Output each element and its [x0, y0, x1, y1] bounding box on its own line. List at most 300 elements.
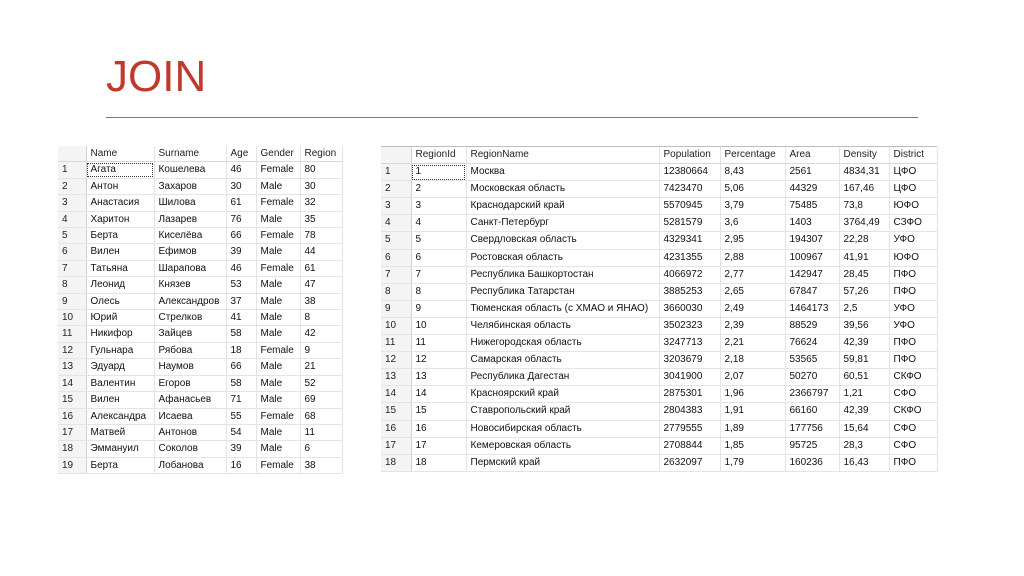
cell-id[interactable]: 5: [411, 232, 466, 249]
cell-name[interactable]: Санкт-Петербург: [466, 215, 659, 232]
row-number-header[interactable]: [381, 147, 411, 164]
cell-name[interactable]: Никифор: [86, 326, 154, 342]
cell-density[interactable]: 3764,49: [839, 215, 889, 232]
cell-gender[interactable]: Male: [256, 178, 300, 194]
row-number[interactable]: 6: [58, 244, 86, 260]
cell-density[interactable]: 42,39: [839, 335, 889, 352]
cell-area[interactable]: 53565: [785, 352, 839, 369]
row-number[interactable]: 5: [58, 228, 86, 244]
row-number[interactable]: 14: [58, 375, 86, 391]
table-row[interactable]: [58, 375, 342, 391]
cell-surname[interactable]: Киселёва: [154, 228, 226, 244]
cell-population[interactable]: 3203679: [659, 352, 720, 369]
cell-name[interactable]: Челябинская область: [466, 317, 659, 334]
cell-density[interactable]: 42,39: [839, 403, 889, 420]
table-row[interactable]: [381, 317, 937, 334]
cell-percentage[interactable]: 1,89: [720, 420, 785, 437]
cell-surname[interactable]: Александров: [154, 293, 226, 309]
cell-gender[interactable]: Female: [256, 408, 300, 424]
column-header-region[interactable]: Region: [300, 146, 342, 162]
cell-population[interactable]: 2804383: [659, 403, 720, 420]
table-row[interactable]: [58, 260, 342, 276]
cell-gender[interactable]: Male: [256, 359, 300, 375]
table-row[interactable]: [58, 408, 342, 424]
cell-gender[interactable]: Male: [256, 424, 300, 440]
cell-district[interactable]: СФО: [889, 386, 937, 403]
cell-surname[interactable]: Лазарев: [154, 211, 226, 227]
cell-gender[interactable]: Female: [256, 457, 300, 473]
cell-region[interactable]: 61: [300, 260, 342, 276]
row-number[interactable]: 6: [381, 249, 411, 266]
cell-percentage[interactable]: 2,49: [720, 300, 785, 317]
table-row[interactable]: [58, 424, 342, 440]
table-row[interactable]: [58, 326, 342, 342]
cell-area[interactable]: 100967: [785, 249, 839, 266]
cell-id[interactable]: 4: [411, 215, 466, 232]
table-row[interactable]: [381, 403, 937, 420]
cell-age[interactable]: 16: [226, 457, 256, 473]
table-row[interactable]: [58, 277, 342, 293]
cell-age[interactable]: 58: [226, 375, 256, 391]
cell-surname[interactable]: Кошелева: [154, 162, 226, 178]
cell-population[interactable]: 2632097: [659, 454, 720, 471]
table-row[interactable]: [381, 215, 937, 232]
table-row[interactable]: [381, 198, 937, 215]
row-number[interactable]: 1: [381, 164, 411, 181]
column-header-density[interactable]: Density: [839, 147, 889, 164]
cell-name[interactable]: Самарская область: [466, 352, 659, 369]
row-number[interactable]: 10: [58, 310, 86, 326]
cell-id[interactable]: 14: [411, 386, 466, 403]
cell-region[interactable]: 69: [300, 392, 342, 408]
regions-results-grid[interactable]: [381, 147, 938, 472]
cell-name[interactable]: Республика Дагестан: [466, 369, 659, 386]
cell-age[interactable]: 61: [226, 195, 256, 211]
cell-area[interactable]: 1464173: [785, 300, 839, 317]
cell-percentage[interactable]: 3,79: [720, 198, 785, 215]
cell-id[interactable]: 15: [411, 403, 466, 420]
cell-name[interactable]: Республика Татарстан: [466, 283, 659, 300]
cell-name[interactable]: Матвей: [86, 424, 154, 440]
cell-age[interactable]: 37: [226, 293, 256, 309]
cell-district[interactable]: ПФО: [889, 454, 937, 471]
cell-region[interactable]: 8: [300, 310, 342, 326]
cell-name[interactable]: Ставропольский край: [466, 403, 659, 420]
cell-gender[interactable]: Male: [256, 441, 300, 457]
cell-density[interactable]: 4834,31: [839, 164, 889, 181]
cell-region[interactable]: 47: [300, 277, 342, 293]
cell-percentage[interactable]: 2,95: [720, 232, 785, 249]
cell-region[interactable]: 32: [300, 195, 342, 211]
cell-population[interactable]: 3247713: [659, 335, 720, 352]
cell-region[interactable]: 35: [300, 211, 342, 227]
table-row[interactable]: [58, 228, 342, 244]
cell-district[interactable]: ЦФО: [889, 164, 937, 181]
table-row[interactable]: [381, 437, 937, 454]
cell-surname[interactable]: Рябова: [154, 342, 226, 358]
row-number[interactable]: 7: [58, 260, 86, 276]
cell-area[interactable]: 1403: [785, 215, 839, 232]
cell-name[interactable]: Олесь: [86, 293, 154, 309]
cell-area[interactable]: 2366797: [785, 386, 839, 403]
cell-name[interactable]: Нижегородская область: [466, 335, 659, 352]
cell-name[interactable]: Тюменская область (с ХМАО и ЯНАО): [466, 300, 659, 317]
row-number[interactable]: 18: [58, 441, 86, 457]
cell-gender[interactable]: Female: [256, 228, 300, 244]
cell-population[interactable]: 2779555: [659, 420, 720, 437]
row-number[interactable]: 9: [58, 293, 86, 309]
cell-id[interactable]: 11: [411, 335, 466, 352]
row-number[interactable]: 8: [58, 277, 86, 293]
row-number[interactable]: 2: [58, 178, 86, 194]
table-row[interactable]: [58, 310, 342, 326]
cell-area[interactable]: 95725: [785, 437, 839, 454]
cell-population[interactable]: 4066972: [659, 266, 720, 283]
cell-percentage[interactable]: 1,91: [720, 403, 785, 420]
row-number[interactable]: 2: [381, 181, 411, 198]
cell-name[interactable]: Кемеровская область: [466, 437, 659, 454]
table-row[interactable]: [381, 181, 937, 198]
cell-region[interactable]: 42: [300, 326, 342, 342]
cell-density[interactable]: 22,28: [839, 232, 889, 249]
cell-gender[interactable]: Male: [256, 326, 300, 342]
cell-area[interactable]: 67847: [785, 283, 839, 300]
cell-area[interactable]: 88529: [785, 317, 839, 334]
column-header-area[interactable]: Area: [785, 147, 839, 164]
column-header-regionname[interactable]: RegionName: [466, 147, 659, 164]
row-number[interactable]: 8: [381, 283, 411, 300]
cell-surname[interactable]: Князев: [154, 277, 226, 293]
cell-id[interactable]: 1: [411, 164, 466, 181]
cell-surname[interactable]: Егоров: [154, 375, 226, 391]
cell-region[interactable]: 11: [300, 424, 342, 440]
cell-age[interactable]: 30: [226, 178, 256, 194]
cell-area[interactable]: 76624: [785, 335, 839, 352]
cell-gender[interactable]: Male: [256, 310, 300, 326]
cell-population[interactable]: 12380664: [659, 164, 720, 181]
cell-district[interactable]: УФО: [889, 232, 937, 249]
cell-name[interactable]: Берта: [86, 228, 154, 244]
table-row[interactable]: [381, 266, 937, 283]
cell-density[interactable]: 167,46: [839, 181, 889, 198]
cell-name[interactable]: Свердловская область: [466, 232, 659, 249]
table-row[interactable]: [58, 342, 342, 358]
cell-density[interactable]: 59,81: [839, 352, 889, 369]
table-row[interactable]: [381, 352, 937, 369]
table-row[interactable]: [58, 244, 342, 260]
cell-percentage[interactable]: 3,6: [720, 215, 785, 232]
cell-name[interactable]: Краснодарский край: [466, 198, 659, 215]
cell-age[interactable]: 71: [226, 392, 256, 408]
cell-district[interactable]: УФО: [889, 317, 937, 334]
cell-area[interactable]: 50270: [785, 369, 839, 386]
cell-name[interactable]: Новосибирская область: [466, 420, 659, 437]
row-number[interactable]: 9: [381, 300, 411, 317]
table-row[interactable]: [381, 369, 937, 386]
table-row[interactable]: [381, 454, 937, 471]
cell-surname[interactable]: Лобанова: [154, 457, 226, 473]
row-number[interactable]: 15: [58, 392, 86, 408]
cell-gender[interactable]: Male: [256, 375, 300, 391]
cell-age[interactable]: 53: [226, 277, 256, 293]
cell-population[interactable]: 3660030: [659, 300, 720, 317]
cell-percentage[interactable]: 2,07: [720, 369, 785, 386]
column-header-district[interactable]: District: [889, 147, 937, 164]
cell-surname[interactable]: Шарапова: [154, 260, 226, 276]
row-number[interactable]: 10: [381, 317, 411, 334]
cell-name[interactable]: Московская область: [466, 181, 659, 198]
cell-name[interactable]: Татьяна: [86, 260, 154, 276]
cell-gender[interactable]: Female: [256, 162, 300, 178]
column-header-percentage[interactable]: Percentage: [720, 147, 785, 164]
cell-population[interactable]: 2875301: [659, 386, 720, 403]
cell-population[interactable]: 7423470: [659, 181, 720, 198]
row-number[interactable]: 16: [58, 408, 86, 424]
cell-percentage[interactable]: 2,21: [720, 335, 785, 352]
cell-age[interactable]: 46: [226, 260, 256, 276]
cell-id[interactable]: 3: [411, 198, 466, 215]
cell-age[interactable]: 41: [226, 310, 256, 326]
cell-density[interactable]: 28,3: [839, 437, 889, 454]
cell-id[interactable]: 9: [411, 300, 466, 317]
table-row[interactable]: [58, 441, 342, 457]
cell-name[interactable]: Гульнара: [86, 342, 154, 358]
table-row[interactable]: [58, 178, 342, 194]
cell-gender[interactable]: Male: [256, 244, 300, 260]
cell-gender[interactable]: Male: [256, 277, 300, 293]
cell-name[interactable]: Красноярский край: [466, 386, 659, 403]
cell-percentage[interactable]: 2,65: [720, 283, 785, 300]
row-number[interactable]: 7: [381, 266, 411, 283]
cell-area[interactable]: 177756: [785, 420, 839, 437]
cell-gender[interactable]: Female: [256, 195, 300, 211]
cell-population[interactable]: 3502323: [659, 317, 720, 334]
cell-surname[interactable]: Шилова: [154, 195, 226, 211]
cell-name[interactable]: Александра: [86, 408, 154, 424]
cell-age[interactable]: 39: [226, 441, 256, 457]
cell-region[interactable]: 21: [300, 359, 342, 375]
cell-name[interactable]: Юрий: [86, 310, 154, 326]
cell-area[interactable]: 160236: [785, 454, 839, 471]
cell-surname[interactable]: Соколов: [154, 441, 226, 457]
cell-district[interactable]: СФО: [889, 420, 937, 437]
table-row[interactable]: [381, 386, 937, 403]
cell-age[interactable]: 76: [226, 211, 256, 227]
row-number[interactable]: 15: [381, 403, 411, 420]
row-number[interactable]: 13: [58, 359, 86, 375]
cell-density[interactable]: 39,56: [839, 317, 889, 334]
cell-id[interactable]: 13: [411, 369, 466, 386]
cell-percentage[interactable]: 1,79: [720, 454, 785, 471]
row-number[interactable]: 17: [381, 437, 411, 454]
cell-surname[interactable]: Стрелков: [154, 310, 226, 326]
table-row[interactable]: [381, 164, 937, 181]
table-row[interactable]: [58, 457, 342, 473]
row-number[interactable]: 5: [381, 232, 411, 249]
row-number[interactable]: 3: [381, 198, 411, 215]
people-results-grid[interactable]: [58, 146, 343, 474]
cell-population[interactable]: 4329341: [659, 232, 720, 249]
row-number[interactable]: 1: [58, 162, 86, 178]
cell-density[interactable]: 73,8: [839, 198, 889, 215]
cell-district[interactable]: СКФО: [889, 403, 937, 420]
cell-population[interactable]: 3885253: [659, 283, 720, 300]
cell-district[interactable]: ЮФО: [889, 249, 937, 266]
cell-district[interactable]: ПФО: [889, 283, 937, 300]
column-header-regionid[interactable]: RegionId: [411, 147, 466, 164]
cell-region[interactable]: 38: [300, 293, 342, 309]
cell-name[interactable]: Вилен: [86, 244, 154, 260]
cell-percentage[interactable]: 2,77: [720, 266, 785, 283]
cell-gender[interactable]: Male: [256, 392, 300, 408]
table-row[interactable]: [381, 249, 937, 266]
cell-name[interactable]: Агата: [86, 162, 154, 178]
cell-age[interactable]: 46: [226, 162, 256, 178]
cell-surname[interactable]: Зайцев: [154, 326, 226, 342]
cell-region[interactable]: 38: [300, 457, 342, 473]
cell-region[interactable]: 52: [300, 375, 342, 391]
cell-area[interactable]: 142947: [785, 266, 839, 283]
cell-district[interactable]: СФО: [889, 437, 937, 454]
cell-percentage[interactable]: 2,88: [720, 249, 785, 266]
cell-district[interactable]: ЮФО: [889, 198, 937, 215]
cell-density[interactable]: 41,91: [839, 249, 889, 266]
cell-id[interactable]: 10: [411, 317, 466, 334]
cell-surname[interactable]: Афанасьев: [154, 392, 226, 408]
cell-name[interactable]: Москва: [466, 164, 659, 181]
cell-region[interactable]: 44: [300, 244, 342, 260]
cell-age[interactable]: 58: [226, 326, 256, 342]
cell-percentage[interactable]: 2,39: [720, 317, 785, 334]
column-header-population[interactable]: Population: [659, 147, 720, 164]
row-number[interactable]: 16: [381, 420, 411, 437]
table-row[interactable]: [381, 420, 937, 437]
cell-age[interactable]: 39: [226, 244, 256, 260]
cell-area[interactable]: 66160: [785, 403, 839, 420]
cell-region[interactable]: 80: [300, 162, 342, 178]
cell-gender[interactable]: Female: [256, 260, 300, 276]
table-row[interactable]: [58, 359, 342, 375]
cell-area[interactable]: 75485: [785, 198, 839, 215]
row-number[interactable]: 11: [58, 326, 86, 342]
cell-age[interactable]: 66: [226, 228, 256, 244]
cell-density[interactable]: 15,64: [839, 420, 889, 437]
cell-region[interactable]: 68: [300, 408, 342, 424]
row-number[interactable]: 12: [58, 342, 86, 358]
cell-id[interactable]: 7: [411, 266, 466, 283]
table-row[interactable]: [58, 162, 342, 178]
cell-population[interactable]: 2708844: [659, 437, 720, 454]
table-row[interactable]: [381, 335, 937, 352]
cell-area[interactable]: 2561: [785, 164, 839, 181]
cell-id[interactable]: 18: [411, 454, 466, 471]
cell-name[interactable]: Анастасия: [86, 195, 154, 211]
cell-percentage[interactable]: 8,43: [720, 164, 785, 181]
cell-percentage[interactable]: 5,06: [720, 181, 785, 198]
row-number[interactable]: 13: [381, 369, 411, 386]
table-row[interactable]: [381, 300, 937, 317]
cell-density[interactable]: 28,45: [839, 266, 889, 283]
cell-name[interactable]: Эдуард: [86, 359, 154, 375]
cell-name[interactable]: Пермский край: [466, 454, 659, 471]
row-number[interactable]: 19: [58, 457, 86, 473]
cell-surname[interactable]: Наумов: [154, 359, 226, 375]
cell-id[interactable]: 12: [411, 352, 466, 369]
cell-age[interactable]: 66: [226, 359, 256, 375]
row-number[interactable]: 4: [381, 215, 411, 232]
row-number[interactable]: 12: [381, 352, 411, 369]
table-row[interactable]: [58, 293, 342, 309]
cell-region[interactable]: 6: [300, 441, 342, 457]
cell-density[interactable]: 57,26: [839, 283, 889, 300]
cell-name[interactable]: Эммануил: [86, 441, 154, 457]
table-row[interactable]: [58, 211, 342, 227]
cell-age[interactable]: 54: [226, 424, 256, 440]
cell-population[interactable]: 3041900: [659, 369, 720, 386]
cell-gender[interactable]: Female: [256, 342, 300, 358]
cell-id[interactable]: 8: [411, 283, 466, 300]
cell-name[interactable]: Вилен: [86, 392, 154, 408]
row-number[interactable]: 17: [58, 424, 86, 440]
cell-name[interactable]: Харитон: [86, 211, 154, 227]
table-row[interactable]: [58, 392, 342, 408]
cell-density[interactable]: 1,21: [839, 386, 889, 403]
cell-region[interactable]: 78: [300, 228, 342, 244]
row-number[interactable]: 18: [381, 454, 411, 471]
cell-name[interactable]: Берта: [86, 457, 154, 473]
cell-percentage[interactable]: 1,96: [720, 386, 785, 403]
row-number[interactable]: 14: [381, 386, 411, 403]
cell-id[interactable]: 2: [411, 181, 466, 198]
row-number-header[interactable]: [58, 146, 86, 162]
cell-density[interactable]: 16,43: [839, 454, 889, 471]
cell-district[interactable]: СЗФО: [889, 215, 937, 232]
column-header-surname[interactable]: Surname: [154, 146, 226, 162]
cell-surname[interactable]: Исаева: [154, 408, 226, 424]
cell-name[interactable]: Республика Башкортостан: [466, 266, 659, 283]
cell-region[interactable]: 30: [300, 178, 342, 194]
cell-area[interactable]: 44329: [785, 181, 839, 198]
table-row[interactable]: [381, 283, 937, 300]
row-number[interactable]: 11: [381, 335, 411, 352]
column-header-age[interactable]: Age: [226, 146, 256, 162]
cell-population[interactable]: 5570945: [659, 198, 720, 215]
cell-population[interactable]: 4231355: [659, 249, 720, 266]
cell-id[interactable]: 6: [411, 249, 466, 266]
cell-gender[interactable]: Male: [256, 211, 300, 227]
row-number[interactable]: 4: [58, 211, 86, 227]
cell-area[interactable]: 194307: [785, 232, 839, 249]
cell-surname[interactable]: Ефимов: [154, 244, 226, 260]
cell-surname[interactable]: Захаров: [154, 178, 226, 194]
cell-percentage[interactable]: 1,85: [720, 437, 785, 454]
cell-density[interactable]: 60,51: [839, 369, 889, 386]
column-header-gender[interactable]: Gender: [256, 146, 300, 162]
cell-name[interactable]: Ростовская область: [466, 249, 659, 266]
column-header-name[interactable]: Name: [86, 146, 154, 162]
cell-density[interactable]: 2,5: [839, 300, 889, 317]
row-number[interactable]: 3: [58, 195, 86, 211]
cell-name[interactable]: Валентин: [86, 375, 154, 391]
cell-age[interactable]: 55: [226, 408, 256, 424]
table-row[interactable]: [58, 195, 342, 211]
cell-region[interactable]: 9: [300, 342, 342, 358]
table-row[interactable]: [381, 232, 937, 249]
cell-district[interactable]: ПФО: [889, 352, 937, 369]
cell-district[interactable]: СКФО: [889, 369, 937, 386]
cell-id[interactable]: 16: [411, 420, 466, 437]
cell-name[interactable]: Леонид: [86, 277, 154, 293]
